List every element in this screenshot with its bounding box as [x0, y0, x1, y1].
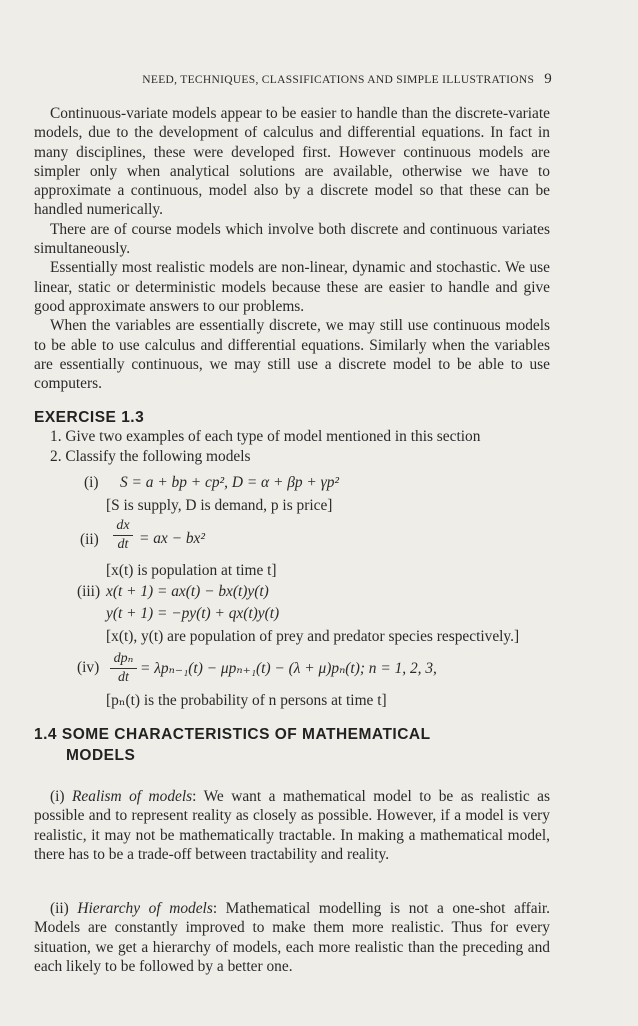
equation-body: y(t + 1) = −py(t) + qx(t)y(t) — [106, 605, 280, 622]
fraction-bar — [113, 535, 133, 536]
item-number: (ii) — [50, 900, 78, 917]
running-head — [104, 71, 552, 88]
paragraph: Continuous-variate models appear to be easier to handle than the discrete-variate models, due to the development of calculus and differential equations. In fact in many disciplines, these were developed first. However continuous models are simpler only when analytical solutions are available, otherwise we have to approximate a continuous, model also by a discrete model so that these can be handled numerically. — [34, 105, 550, 219]
fraction-dpn-dt — [110, 651, 137, 686]
hierarchy-paragraph — [34, 899, 550, 976]
note-i: [S is supply, D is demand, p is price] — [106, 497, 333, 514]
equation-iii-line1 — [106, 583, 269, 601]
equation-body: = ax − bx² — [139, 530, 205, 547]
exercise-item-1: 1. Give two examples of each type of model mentioned in this section — [50, 428, 481, 445]
equation-label: (iv) — [77, 659, 100, 676]
equation-i — [84, 474, 339, 492]
equation-iii-line2 — [106, 605, 279, 623]
equation-body: = λpₙ₋₁(t) − μpₙ₊₁(t) − (λ + μ)pₙ(t); n = 1, 2, 3, — [140, 660, 437, 677]
realism-paragraph — [34, 787, 550, 864]
numerator: dpₙ — [113, 651, 134, 666]
paragraph: There are of course models which involve both discrete and continuous variates simultaneously. — [34, 220, 550, 258]
equation-label: (i) — [84, 474, 99, 491]
item-text: : Mathematical modelling is not a one-shot affair. Models are constantly improved to make them more realistic. Thus for every situation, we get a hierarchy of models, each more realistic than the preceding and each likely to be followed by a better one. — [34, 900, 550, 975]
intro-paragraphs — [34, 104, 550, 393]
note-ii: [x(t) is population at time t] — [106, 562, 277, 579]
equation-label: (ii) — [80, 531, 99, 548]
numerator: dx — [116, 518, 130, 533]
item-number: (i) — [50, 788, 73, 805]
exercise-item-2: 2. Classify the following models — [50, 448, 251, 465]
equation-body: S = a + bp + cp², D = α + βp + γp² — [120, 474, 340, 491]
item-text: : We want a mathematical model to be as realistic as possible and to represent reality as closely as possible. However, if a model is very realistic, it may not be mathematically tractable. In making a mathematical model, there has to be a trade-off between tractability and reality. — [34, 788, 551, 863]
equation-iv-rhs — [140, 659, 437, 678]
equation-body: x(t + 1) = ax(t) − bx(t)y(t) — [106, 583, 269, 600]
denominator: dt — [117, 537, 129, 552]
exercise-heading: EXERCISE 1.3 — [34, 409, 145, 426]
section-heading-line1: 1.4 SOME CHARACTERISTICS OF MATHEMATICAL — [34, 726, 431, 743]
paragraph: When the variables are essentially discrete, we may still use continuous models to be able to use calculus and differential equations. Similarly when the variables are essentially continuous, we may still use a discrete model to be able to use computers. — [34, 317, 550, 393]
paragraph: Essentially most realistic models are non-linear, dynamic and stochastic. We use linear, static or deterministic models because these are easier to handle and give good approximate answers to our problems. — [34, 259, 550, 315]
equation-label: (iii) — [77, 583, 101, 600]
page-number: 9 — [544, 71, 552, 87]
equation-ii-rhs — [139, 530, 205, 548]
running-title: NEED, TECHNIQUES, CLASSIFICATIONS AND SIMPLE ILLUSTRATIONS — [142, 74, 535, 86]
fraction-dx-dt — [113, 518, 133, 553]
section-heading — [34, 724, 431, 766]
note-iii: [x(t), y(t) are population of prey and predator species respectively.] — [106, 628, 520, 645]
item-title: Hierarchy of models — [77, 900, 213, 917]
item-title: Realism of models — [72, 788, 193, 805]
denominator: dt — [118, 670, 129, 685]
note-iv: [pₙ(t) is the probability of n persons at time t] — [106, 692, 387, 709]
section-heading-line2: MODELS — [66, 747, 136, 764]
fraction-bar — [110, 668, 137, 669]
